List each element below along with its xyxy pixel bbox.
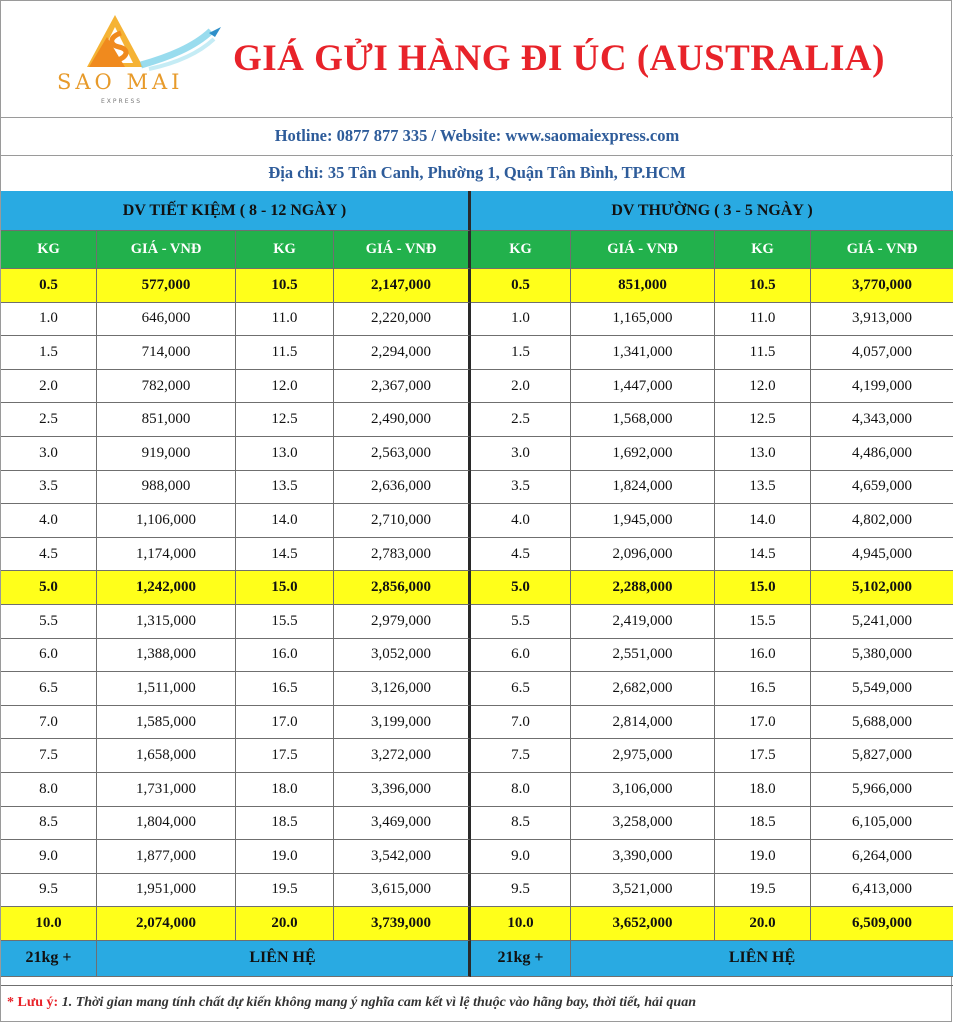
weight-cell: 9.5	[1, 874, 97, 908]
weight-cell: 12.0	[715, 370, 811, 404]
price-cell: 4,343,000	[811, 403, 953, 437]
weight-cell: 15.5	[715, 605, 811, 639]
price-cell: 714,000	[97, 336, 236, 370]
price-cell: 577,000	[97, 269, 236, 303]
price-cell: 2,419,000	[571, 605, 715, 639]
price-cell: 2,975,000	[571, 739, 715, 773]
weight-cell: 2.0	[1, 370, 97, 404]
price-cell: 5,688,000	[811, 706, 953, 740]
weight-cell: 15.0	[236, 571, 334, 605]
price-cell: 2,220,000	[334, 303, 471, 337]
price-cell: 1,585,000	[97, 706, 236, 740]
price-cell: 1,341,000	[571, 336, 715, 370]
weight-cell: 9.0	[1, 840, 97, 874]
weight-cell: 2.0	[471, 370, 571, 404]
weight-cell: 2.5	[471, 403, 571, 437]
price-cell: 3,521,000	[571, 874, 715, 908]
price-cell: 2,636,000	[334, 471, 471, 505]
weight-cell: 3.0	[1, 437, 97, 471]
price-cell: 2,096,000	[571, 538, 715, 572]
price-cell: 5,241,000	[811, 605, 953, 639]
weight-cell: 1.5	[1, 336, 97, 370]
weight-cell: 9.5	[471, 874, 571, 908]
weight-cell: 18.0	[236, 773, 334, 807]
price-cell: 2,682,000	[571, 672, 715, 706]
service-standard: DV THƯỜNG ( 3 - 5 NGÀY )	[471, 191, 953, 231]
contact-label-left: LIÊN HỆ	[97, 941, 471, 977]
weight-cell: 19.5	[236, 874, 334, 908]
footer-row	[1, 941, 953, 977]
price-cell: 919,000	[97, 437, 236, 471]
weight-cell: 12.0	[236, 370, 334, 404]
service-header-row	[1, 191, 953, 231]
price-cell: 4,802,000	[811, 504, 953, 538]
table-row	[1, 840, 953, 874]
weight-cell: 10.0	[1, 907, 97, 941]
address: Địa chỉ: 35 Tân Canh, Phường 1, Quận Tân Bình, TP.HCM	[268, 163, 686, 182]
weight-cell: 16.0	[715, 639, 811, 673]
col-header: KG	[236, 231, 334, 269]
weight-cell: 8.0	[1, 773, 97, 807]
col-header: GIÁ - VNĐ	[97, 231, 236, 269]
price-cell: 4,945,000	[811, 538, 953, 572]
weight-cell: 15.0	[715, 571, 811, 605]
weight-cell: 6.5	[471, 672, 571, 706]
logo-subtext: EXPRESS	[101, 98, 143, 105]
header	[1, 1, 953, 118]
price-cell: 3,052,000	[334, 639, 471, 673]
price-cell: 1,877,000	[97, 840, 236, 874]
price-cell: 4,199,000	[811, 370, 953, 404]
price-cell: 1,568,000	[571, 403, 715, 437]
price-cell: 851,000	[571, 269, 715, 303]
weight-cell: 18.5	[715, 807, 811, 841]
price-cell: 2,856,000	[334, 571, 471, 605]
weight-cell: 17.0	[236, 706, 334, 740]
weight-cell: 19.5	[715, 874, 811, 908]
price-cell: 1,951,000	[97, 874, 236, 908]
price-cell: 3,770,000	[811, 269, 953, 303]
price-cell: 1,165,000	[571, 303, 715, 337]
price-cell: 646,000	[97, 303, 236, 337]
price-cell: 1,242,000	[97, 571, 236, 605]
table-row	[1, 807, 953, 841]
col-header: KG	[471, 231, 571, 269]
price-cell: 4,486,000	[811, 437, 953, 471]
table-row	[1, 739, 953, 773]
table-row	[1, 706, 953, 740]
table-row	[1, 639, 953, 673]
price-cell: 3,396,000	[334, 773, 471, 807]
weight-cell: 19.0	[715, 840, 811, 874]
logo-text: SAO MAI	[57, 70, 184, 94]
weight-cell: 19.0	[236, 840, 334, 874]
price-cell: 2,814,000	[571, 706, 715, 740]
price-cell: 5,827,000	[811, 739, 953, 773]
price-cell: 1,106,000	[97, 504, 236, 538]
weight-cell: 4.0	[1, 504, 97, 538]
price-cell: 2,147,000	[334, 269, 471, 303]
contact-kg-left: 21kg +	[1, 941, 97, 977]
table-row	[1, 303, 953, 337]
note-star: * Lưu ý:	[7, 995, 59, 1010]
table-row	[1, 571, 953, 605]
weight-cell: 17.5	[715, 739, 811, 773]
table-row	[1, 773, 953, 807]
weight-cell: 11.0	[715, 303, 811, 337]
weight-cell: 13.0	[236, 437, 334, 471]
price-cell: 2,490,000	[334, 403, 471, 437]
weight-cell: 5.5	[1, 605, 97, 639]
weight-cell: 4.5	[471, 538, 571, 572]
weight-cell: 1.5	[471, 336, 571, 370]
price-cell: 3,199,000	[334, 706, 471, 740]
weight-cell: 7.0	[471, 706, 571, 740]
price-cell: 3,390,000	[571, 840, 715, 874]
table-row	[1, 907, 953, 941]
weight-cell: 13.0	[715, 437, 811, 471]
price-cell: 1,731,000	[97, 773, 236, 807]
table-row	[1, 504, 953, 538]
weight-cell: 14.0	[236, 504, 334, 538]
price-cell: 3,739,000	[334, 907, 471, 941]
weight-cell: 14.0	[715, 504, 811, 538]
weight-cell: 11.0	[236, 303, 334, 337]
price-cell: 1,658,000	[97, 739, 236, 773]
weight-cell: 8.5	[471, 807, 571, 841]
weight-cell: 11.5	[236, 336, 334, 370]
weight-cell: 15.5	[236, 605, 334, 639]
price-cell: 5,549,000	[811, 672, 953, 706]
price-cell: 2,288,000	[571, 571, 715, 605]
price-cell: 1,174,000	[97, 538, 236, 572]
price-cell: 2,710,000	[334, 504, 471, 538]
table-row	[1, 874, 953, 908]
price-cell: 3,542,000	[334, 840, 471, 874]
price-cell: 5,102,000	[811, 571, 953, 605]
table-row	[1, 437, 953, 471]
contact-kg-right: 21kg +	[471, 941, 571, 977]
weight-cell: 3.0	[471, 437, 571, 471]
col-header: KG	[1, 231, 97, 269]
col-header: KG	[715, 231, 811, 269]
price-cell: 2,979,000	[334, 605, 471, 639]
weight-cell: 3.5	[1, 471, 97, 505]
weight-cell: 6.5	[1, 672, 97, 706]
weight-cell: 7.5	[1, 739, 97, 773]
table-row	[1, 672, 953, 706]
page-title: GIÁ GỬI HÀNG ĐI ÚC (AUSTRALIA)	[233, 38, 885, 79]
table-row	[1, 269, 953, 303]
weight-cell: 4.5	[1, 538, 97, 572]
price-cell: 1,388,000	[97, 639, 236, 673]
weight-cell: 1.0	[1, 303, 97, 337]
price-cell: 3,615,000	[334, 874, 471, 908]
price-cell: 3,258,000	[571, 807, 715, 841]
price-cell: 1,447,000	[571, 370, 715, 404]
price-table	[1, 191, 953, 977]
price-cell: 851,000	[97, 403, 236, 437]
weight-cell: 5.0	[1, 571, 97, 605]
weight-cell: 20.0	[715, 907, 811, 941]
price-cell: 3,126,000	[334, 672, 471, 706]
price-cell: 1,692,000	[571, 437, 715, 471]
price-cell: 5,966,000	[811, 773, 953, 807]
price-cell: 6,264,000	[811, 840, 953, 874]
column-header-row	[1, 231, 953, 269]
table-row	[1, 403, 953, 437]
weight-cell: 8.0	[471, 773, 571, 807]
weight-cell: 0.5	[1, 269, 97, 303]
price-cell: 3,272,000	[334, 739, 471, 773]
price-cell: 5,380,000	[811, 639, 953, 673]
weight-cell: 10.5	[715, 269, 811, 303]
weight-cell: 18.0	[715, 773, 811, 807]
price-cell: 1,315,000	[97, 605, 236, 639]
weight-cell: 14.5	[715, 538, 811, 572]
weight-cell: 11.5	[715, 336, 811, 370]
table-body	[1, 269, 953, 941]
weight-cell: 6.0	[1, 639, 97, 673]
weight-cell: 14.5	[236, 538, 334, 572]
weight-cell: 16.0	[236, 639, 334, 673]
weight-cell: 2.5	[1, 403, 97, 437]
price-cell: 782,000	[97, 370, 236, 404]
price-cell: 4,659,000	[811, 471, 953, 505]
weight-cell: 16.5	[236, 672, 334, 706]
price-cell: 3,913,000	[811, 303, 953, 337]
price-cell: 6,413,000	[811, 874, 953, 908]
price-cell: 3,106,000	[571, 773, 715, 807]
table-row	[1, 336, 953, 370]
sao-mai-logo-icon	[49, 7, 229, 107]
weight-cell: 18.5	[236, 807, 334, 841]
price-cell: 4,057,000	[811, 336, 953, 370]
weight-cell: 17.5	[236, 739, 334, 773]
service-economy: DV TIẾT KIỆM ( 8 - 12 NGÀY )	[1, 191, 471, 231]
table-row	[1, 538, 953, 572]
hotline-website: Hotline: 0877 877 335 / Website: www.saomaiexpress.com	[1, 117, 953, 156]
weight-cell: 7.5	[471, 739, 571, 773]
price-cell: 6,105,000	[811, 807, 953, 841]
note	[1, 985, 953, 1021]
weight-cell: 13.5	[715, 471, 811, 505]
price-cell: 1,824,000	[571, 471, 715, 505]
weight-cell: 4.0	[471, 504, 571, 538]
col-header: GIÁ - VNĐ	[334, 231, 471, 269]
weight-cell: 5.5	[471, 605, 571, 639]
table-row	[1, 605, 953, 639]
price-cell: 2,294,000	[334, 336, 471, 370]
price-cell: 988,000	[97, 471, 236, 505]
weight-cell: 20.0	[236, 907, 334, 941]
note-text: 1. Thời gian mang tính chất dự kiến không mang ý nghĩa cam kết vì lệ thuộc vào hãng bay, thời tiết, hải quan	[58, 995, 697, 1010]
weight-cell: 12.5	[715, 403, 811, 437]
price-cell: 2,783,000	[334, 538, 471, 572]
contact-label-right: LIÊN HỆ	[571, 941, 953, 977]
weight-cell: 10.0	[471, 907, 571, 941]
weight-cell: 17.0	[715, 706, 811, 740]
weight-cell: 6.0	[471, 639, 571, 673]
price-cell: 2,551,000	[571, 639, 715, 673]
price-cell: 1,804,000	[97, 807, 236, 841]
table-row	[1, 370, 953, 404]
weight-cell: 8.5	[1, 807, 97, 841]
price-cell: 3,469,000	[334, 807, 471, 841]
col-header: GIÁ - VNĐ	[571, 231, 715, 269]
price-cell: 2,074,000	[97, 907, 236, 941]
price-cell: 2,367,000	[334, 370, 471, 404]
col-header: GIÁ - VNĐ	[811, 231, 953, 269]
price-cell: 1,511,000	[97, 672, 236, 706]
weight-cell: 7.0	[1, 706, 97, 740]
price-cell: 1,945,000	[571, 504, 715, 538]
weight-cell: 12.5	[236, 403, 334, 437]
price-cell: 6,509,000	[811, 907, 953, 941]
weight-cell: 0.5	[471, 269, 571, 303]
price-cell: 3,652,000	[571, 907, 715, 941]
table-row	[1, 471, 953, 505]
weight-cell: 10.5	[236, 269, 334, 303]
weight-cell: 9.0	[471, 840, 571, 874]
weight-cell: 16.5	[715, 672, 811, 706]
weight-cell: 13.5	[236, 471, 334, 505]
weight-cell: 1.0	[471, 303, 571, 337]
price-cell: 2,563,000	[334, 437, 471, 471]
weight-cell: 3.5	[471, 471, 571, 505]
weight-cell: 5.0	[471, 571, 571, 605]
